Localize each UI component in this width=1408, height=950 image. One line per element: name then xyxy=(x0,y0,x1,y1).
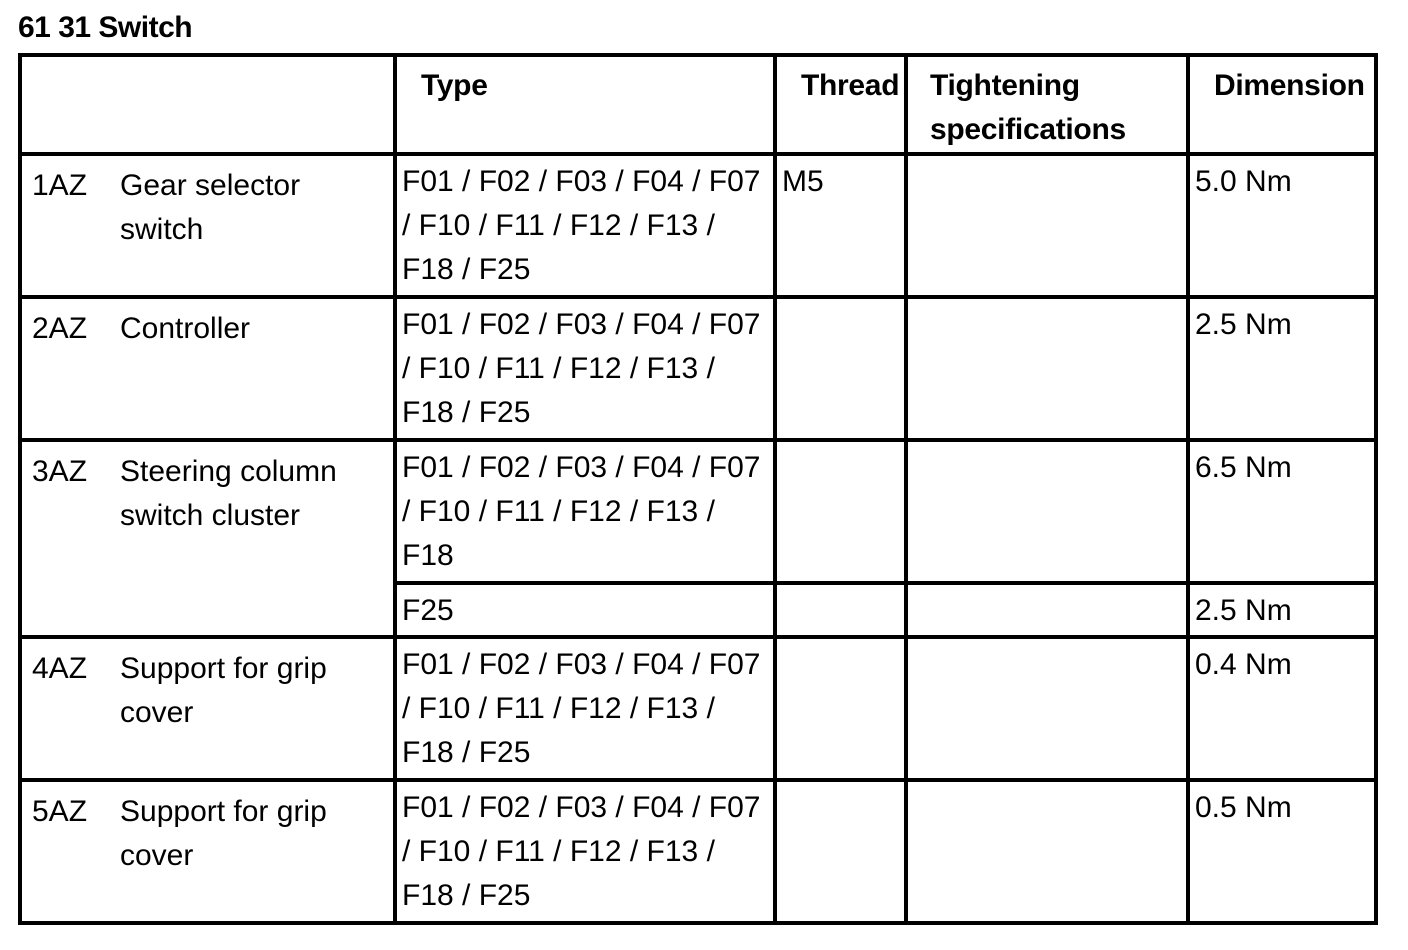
tightening-cell xyxy=(906,583,1188,637)
component-cell xyxy=(20,297,395,440)
header-component xyxy=(20,55,395,154)
table-row xyxy=(20,780,1376,923)
component-position: 4AZ xyxy=(32,652,88,685)
component-position: 5AZ xyxy=(32,795,88,828)
table-header xyxy=(20,55,1376,154)
dimension-cell: 6.5 Nm xyxy=(1188,440,1376,583)
thread-cell xyxy=(775,297,906,440)
type-cell: F01 / F02 / F03 / F04 / F07 / F10 / F11 / F12 / F13 / F18 xyxy=(395,440,775,583)
dimension-cell: 5.0 Nm xyxy=(1188,154,1376,297)
component-name: Support for grip cover xyxy=(120,652,327,729)
component-name: Gear selector switch xyxy=(120,169,301,246)
tightening-cell xyxy=(906,440,1188,583)
table-row xyxy=(20,637,1376,780)
component-position: 1AZ xyxy=(32,169,88,202)
tightening-cell xyxy=(906,780,1188,923)
thread-cell xyxy=(775,583,906,637)
thread-cell xyxy=(775,440,906,583)
type-cell: F01 / F02 / F03 / F04 / F07 / F10 / F11 / F12 / F13 / F18 / F25 xyxy=(395,780,775,923)
header-thread: Thread xyxy=(775,55,906,154)
component-name: Steering column switch cluster xyxy=(120,455,337,532)
header-row xyxy=(20,55,1376,154)
component-name: Support for grip cover xyxy=(120,795,327,872)
page-title: 61 31 Switch xyxy=(18,11,193,44)
thread-cell xyxy=(775,637,906,780)
table-body xyxy=(20,154,1376,923)
tightening-cell xyxy=(906,297,1188,440)
component-cell xyxy=(20,780,395,923)
tightening-cell xyxy=(906,637,1188,780)
component-position: 3AZ xyxy=(32,455,88,488)
dimension-cell: 2.5 Nm xyxy=(1188,297,1376,440)
component-position: 2AZ xyxy=(32,312,88,345)
thread-cell: M5 xyxy=(775,154,906,297)
component-name: Controller xyxy=(120,312,251,345)
component-cell xyxy=(20,637,395,780)
header-dimension: Dimension xyxy=(1188,55,1376,154)
component-cell xyxy=(20,440,395,637)
header-type: Type xyxy=(395,55,775,154)
type-cell: F01 / F02 / F03 / F04 / F07 / F10 / F11 / F12 / F13 / F18 / F25 xyxy=(395,154,775,297)
table-row xyxy=(20,154,1376,297)
table-row xyxy=(20,297,1376,440)
dimension-cell: 0.4 Nm xyxy=(1188,637,1376,780)
type-cell: F25 xyxy=(395,583,775,637)
dimension-cell: 0.5 Nm xyxy=(1188,780,1376,923)
table-row xyxy=(20,440,1376,583)
tightening-cell xyxy=(906,154,1188,297)
component-cell xyxy=(20,154,395,297)
tightening-spec-table xyxy=(18,53,1378,925)
type-cell: F01 / F02 / F03 / F04 / F07 / F10 / F11 / F12 / F13 / F18 / F25 xyxy=(395,637,775,780)
type-cell: F01 / F02 / F03 / F04 / F07 / F10 / F11 / F12 / F13 / F18 / F25 xyxy=(395,297,775,440)
dimension-cell: 2.5 Nm xyxy=(1188,583,1376,637)
header-tightening: Tightening specifications xyxy=(906,55,1188,154)
thread-cell xyxy=(775,780,906,923)
